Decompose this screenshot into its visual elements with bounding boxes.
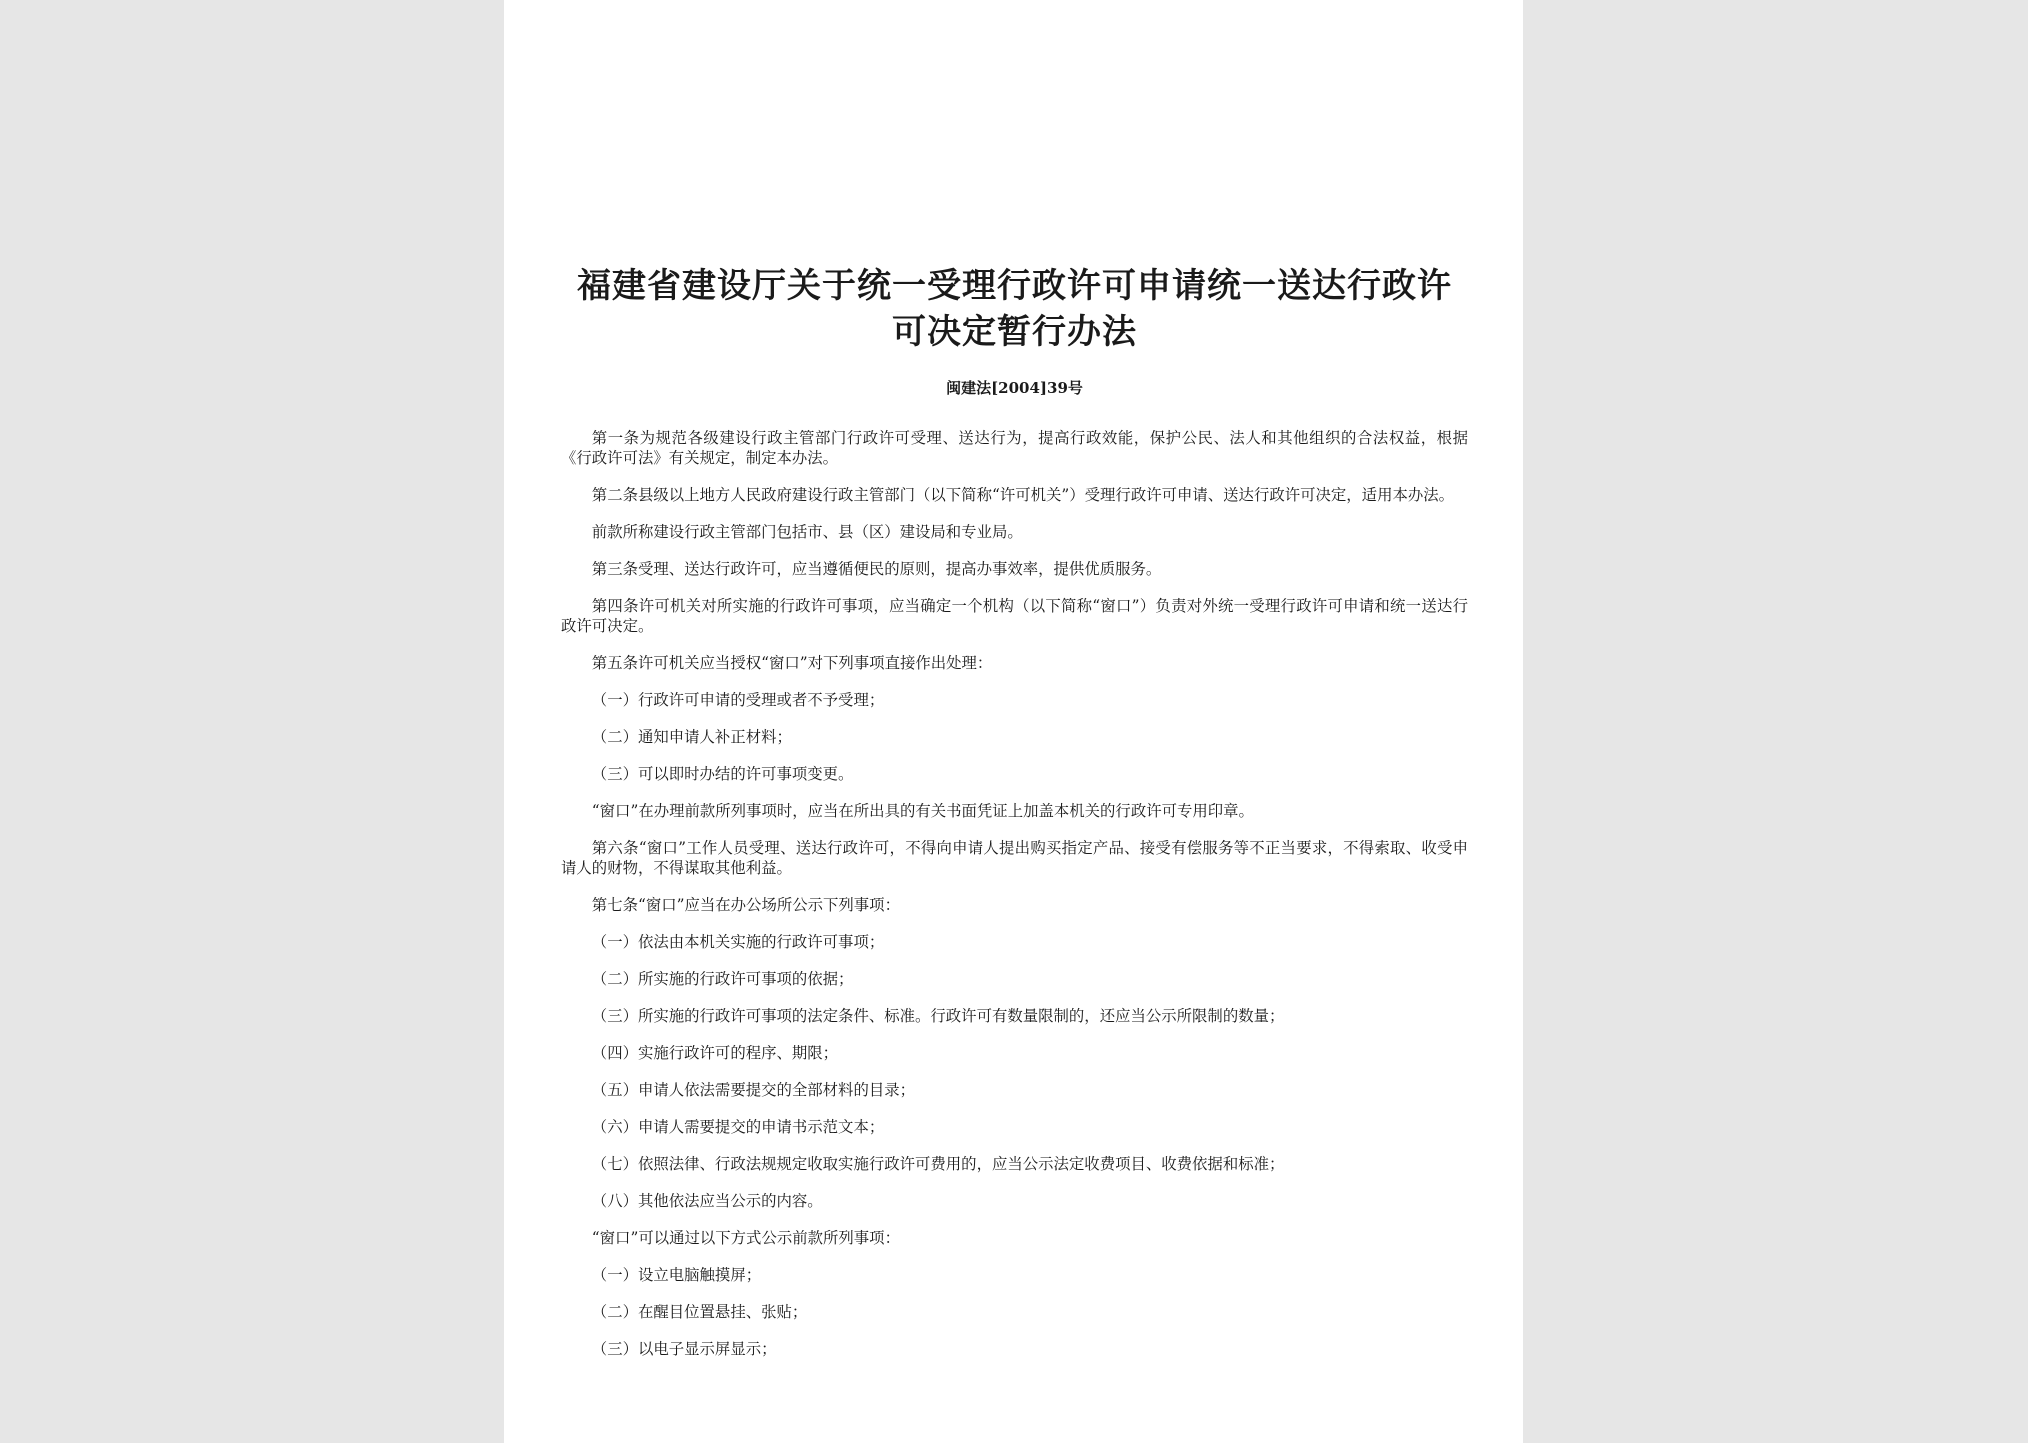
article-7-item-3: （三）所实施的行政许可事项的法定条件、标准。行政许可有数量限制的，还应当公示所限制的数量； [591,1007,1285,1025]
article-2-note: 前款所称建设行政主管部门包括市、县（区）建设局和专业局。 [591,523,1023,541]
article-4: 第四条许可机关对所实施的行政许可事项，应当确定一个机构（以下简称“窗口”）负责对外统一受理行政许可申请和统一送达行政许可决定。 [561,597,1468,635]
article-5-note: “窗口”在办理前款所列事项时，应当在所出具的有关书面凭证上加盖本机关的行政许可专用印章。 [591,802,1254,820]
article-1: 第一条为规范各级建设行政主管部门行政许可受理、送达行为，提高行政效能，保护公民、法人和其他组织的合法权益，根据《行政许可法》有关规定，制定本办法。 [561,429,1468,467]
article-7-item-2: （二）所实施的行政许可事项的依据； [591,970,854,988]
publicity-method-2: （二）在醒目位置悬挂、张贴； [591,1303,808,1321]
publicity-method-1: （一）设立电脑触摸屏； [591,1266,762,1284]
article-7: 第七条“窗口”应当在办公场所公示下列事项： [591,896,900,914]
article-7-note: “窗口”可以通过以下方式公示前款所列事项： [591,1229,900,1247]
document-content [561,263,1468,1376]
article-3: 第三条受理、送达行政许可，应当遵循便民的原则，提高办事效率，提供优质服务。 [591,560,1162,578]
document-number: 闽建法[2004]39号 [946,379,1083,397]
article-7-item-8: （八）其他依法应当公示的内容。 [591,1192,823,1210]
article-7-item-5: （五）申请人依法需要提交的全部材料的目录； [591,1081,916,1099]
article-5-item-2: （二）通知申请人补正材料； [591,728,792,746]
document-page [504,0,1523,1443]
article-2: 第二条县级以上地方人民政府建设行政主管部门（以下简称“许可机关”）受理行政许可申请、送达行政许可决定，适用本办法。 [591,486,1455,504]
publicity-method-3: （三）以电子显示屏显示； [591,1340,777,1358]
article-5-item-1: （一）行政许可申请的受理或者不予受理； [591,691,885,709]
document-title: 福建省建设厅关于统一受理行政许可申请统一送达行政许可决定暂行办法 [577,266,1452,352]
article-7-item-7: （七）依照法律、行政法规规定收取实施行政许可费用的，应当公示法定收费项目、收费依据和标准； [591,1155,1285,1173]
article-5-item-3: （三）可以即时办结的许可事项变更。 [591,765,854,783]
article-6: 第六条“窗口”工作人员受理、送达行政许可，不得向申请人提出购买指定产品、接受有偿服务等不正当要求，不得索取、收受申请人的财物，不得谋取其他利益。 [561,839,1468,877]
article-7-item-4: （四）实施行政许可的程序、期限； [591,1044,839,1062]
article-5: 第五条许可机关应当授权“窗口”对下列事项直接作出处理： [591,654,993,672]
article-7-item-6: （六）申请人需要提交的申请书示范文本； [591,1118,885,1136]
article-7-item-1: （一）依法由本机关实施的行政许可事项； [591,933,885,951]
